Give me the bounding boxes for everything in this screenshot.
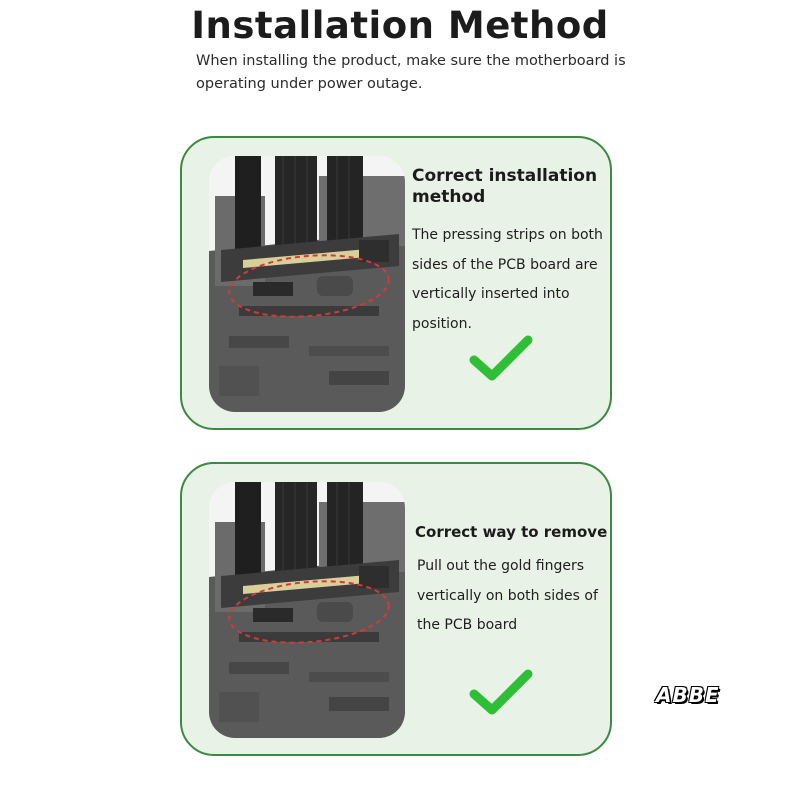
brand-watermark: ABBE bbox=[656, 683, 720, 707]
page-title: Installation Method bbox=[191, 4, 609, 47]
remove-method-card bbox=[180, 462, 612, 756]
page-subtitle: When installing the product, make sure the motherboard is operating under power outage. bbox=[196, 53, 626, 92]
checkmark-icon bbox=[468, 334, 534, 388]
install-card-title: Correct installation method bbox=[412, 166, 598, 207]
motherboard-remove-photo bbox=[209, 482, 405, 738]
remove-card-description: Pull out the gold fingers vertically on both sides of the PCB board bbox=[417, 558, 598, 633]
remove-card-title: Correct way to remove bbox=[415, 523, 608, 541]
install-card-description: The pressing strips on both sides of the PCB board are vertically inserted into position. bbox=[412, 227, 603, 332]
checkmark-icon bbox=[468, 668, 534, 722]
install-method-card bbox=[180, 136, 612, 430]
motherboard-install-photo bbox=[209, 156, 405, 412]
